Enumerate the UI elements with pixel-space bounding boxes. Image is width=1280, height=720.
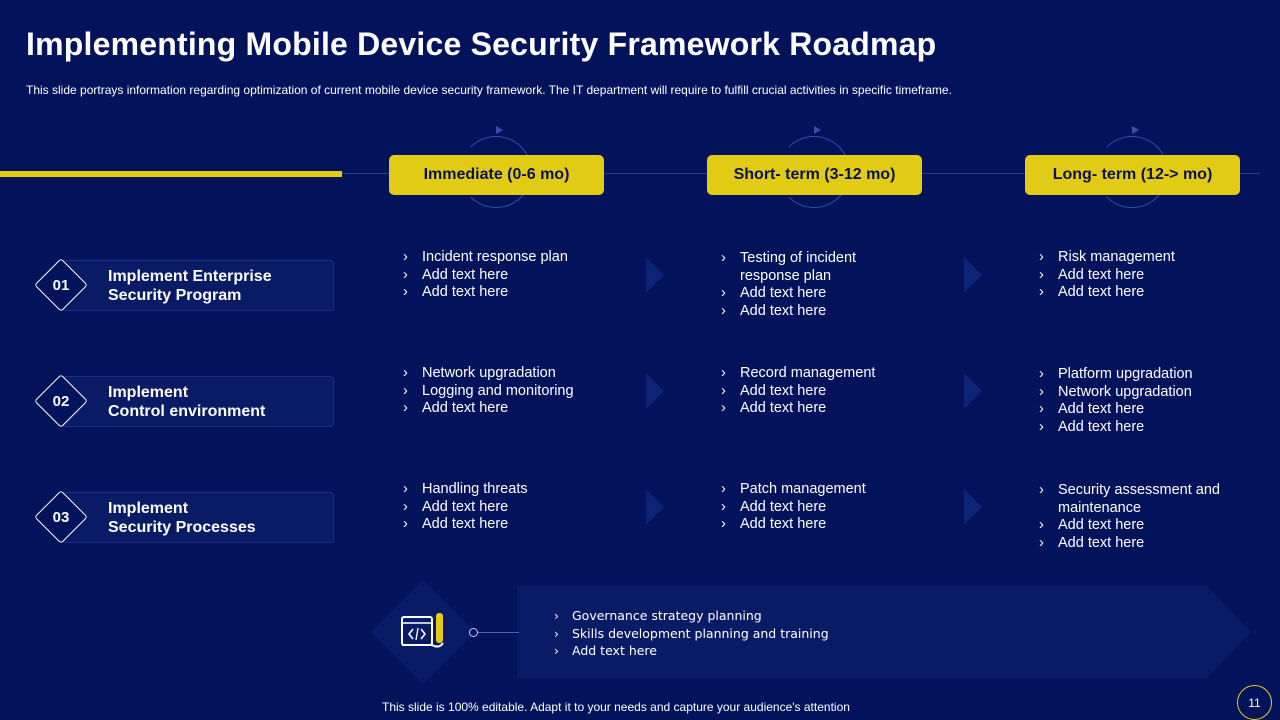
bullet-chevron-icon: › [1039,383,1044,400]
list-item [721,516,866,534]
bullet-chevron-icon: › [403,516,408,533]
connector-dot [469,628,478,637]
list-item [1039,482,1220,517]
list-item [403,481,528,499]
cell-r1-c1 [721,365,875,418]
list-item [1039,535,1220,553]
list-item [721,400,875,418]
list-item-text: Add text here [740,498,827,515]
bullet-chevron-icon: › [403,284,408,301]
cell-r0-c0 [403,249,568,302]
slide-subtitle: This slide portrays information regarding optimization of current mobile device security framework. The IT department will require to fulfill crucial activities in specific timeframe. [26,83,952,97]
phase-immediate: Immediate (0-6 mo) [389,155,604,195]
list-item [554,625,829,643]
arc-arrow-icon [1132,126,1139,134]
list-item [403,284,568,302]
bullet-chevron-icon: › [403,382,408,399]
list-item-text: Add text here [740,382,827,399]
list-item [721,303,856,321]
list-item-text: Add text here [1058,266,1145,283]
list-item-text: Incident response plan [422,249,568,265]
bullet-chevron-icon: › [403,498,408,515]
bullet-chevron-icon: › [721,285,726,302]
arc-arrow-icon [814,126,821,134]
row-number: 01 [52,277,70,294]
list-item-text: Add text here [1058,401,1145,418]
bullet-chevron-icon: › [403,365,408,381]
bullet-chevron-icon: › [1039,534,1044,551]
cell-r0-c2 [1039,249,1175,302]
bullet-chevron-icon: › [1039,366,1044,382]
cell-r1-c2 [1039,366,1193,436]
list-item-text: Add text here [422,266,509,283]
bullet-chevron-icon: › [721,400,726,417]
governance-connector [477,632,519,633]
list-item [1039,267,1175,285]
list-item-text: Add text here [422,498,509,515]
footer-note: This slide is 100% editable. Adapt it to your needs and capture your audience's attention [382,700,850,714]
bullet-chevron-icon: › [1039,401,1044,418]
list-item [721,383,875,401]
list-item-text: Platform upgradation [1058,366,1193,382]
bullet-chevron-icon: › [1039,249,1044,265]
list-item-text: Patch management [740,481,866,497]
bullet-chevron-icon: › [721,365,726,381]
cell-r2-c2 [1039,482,1220,552]
bullet-chevron-icon: › [1039,482,1044,498]
list-item [403,499,528,517]
list-item-text: Add text here [1058,418,1145,435]
list-item-text: Add text here [740,516,827,533]
list-item-text: Add text here [1058,534,1145,551]
list-item [1039,249,1175,267]
row-label: Implement Security Processes [108,500,256,536]
arc-arrow-icon [496,126,503,134]
cell-r2-c0 [403,481,528,534]
list-item-text: Add text here [422,400,509,417]
chevron-right-icon [646,489,664,525]
bullet-chevron-icon: › [721,250,726,266]
list-item [1039,284,1175,302]
code-document-icon [398,610,450,652]
bullet-chevron-icon: › [721,516,726,533]
list-item [1039,517,1220,535]
list-item [554,642,829,660]
slide-title: Implementing Mobile Device Security Framework Roadmap [26,26,937,62]
list-item-text: Skills development planning and training [572,625,829,641]
phase-long-term: Long- term (12-> mo) [1025,155,1240,195]
bullet-chevron-icon: › [1039,266,1044,283]
list-item-text: Add text here [740,285,827,302]
list-item [721,499,866,517]
list-item-text: Add text here [1058,284,1145,301]
bullet-chevron-icon: › [1039,517,1044,534]
cell-r0-c1 [721,250,856,320]
chevron-right-icon [964,373,982,409]
bullet-chevron-icon: › [403,400,408,417]
bullet-chevron-icon: › [403,481,408,497]
list-item [403,249,568,267]
bullet-chevron-icon: › [403,266,408,283]
list-item-text: Add text here [740,302,827,319]
row-number: 02 [52,393,70,410]
chevron-right-icon [646,373,664,409]
list-item-text: Add text here [422,516,509,533]
cell-r1-c0 [403,365,574,418]
list-item-text: Network upgradation [422,365,556,381]
list-item-text: Network upgradation [1058,383,1192,400]
bullet-chevron-icon: › [721,481,726,497]
list-item [403,516,528,534]
bullet-chevron-icon: › [721,302,726,319]
chevron-right-icon [646,257,664,293]
bullet-chevron-icon: › [1039,284,1044,301]
governance-list [554,607,829,660]
list-item [721,481,866,499]
list-item-text: Add text here [572,643,657,659]
bullet-chevron-icon: › [554,608,559,623]
list-item [1039,401,1193,419]
bullet-chevron-icon: › [721,382,726,399]
list-item [721,365,875,383]
list-item-text: Add text here [740,400,827,417]
row-label: Implement Control environment [108,384,266,420]
list-item [1039,366,1193,384]
list-item-text: Risk management [1058,249,1175,265]
list-item-text: Record management [740,365,876,381]
list-item-text: Logging and monitoring [422,382,574,399]
list-item-text: Security assessment and maintenance [1058,482,1220,516]
yellow-accent-bar [0,171,342,177]
chevron-right-icon [964,257,982,293]
list-item [403,267,568,285]
list-item-text: Add text here [1058,517,1145,534]
row-label: Implement Enterprise Security Program [108,268,272,304]
bullet-chevron-icon: › [721,498,726,515]
phase-short-term: Short- term (3-12 mo) [707,155,922,195]
row-number: 03 [52,509,70,526]
list-item-text: Governance strategy planning [572,608,762,623]
page-number: 11 [1237,685,1272,720]
list-item [554,607,829,625]
list-item-text: Testing of incident response plan [740,250,857,284]
list-item [403,365,574,383]
list-item [1039,384,1193,402]
bullet-chevron-icon: › [403,249,408,265]
bullet-chevron-icon: › [554,643,559,659]
cell-r2-c1 [721,481,866,534]
list-item [1039,419,1193,437]
chevron-right-icon [964,489,982,525]
list-item-text: Handling threats [422,481,528,497]
list-item [403,383,574,401]
list-item-text: Add text here [422,284,509,301]
list-item [721,250,856,285]
list-item [721,285,856,303]
list-item [403,400,574,418]
bullet-chevron-icon: › [1039,418,1044,435]
bullet-chevron-icon: › [554,625,559,641]
